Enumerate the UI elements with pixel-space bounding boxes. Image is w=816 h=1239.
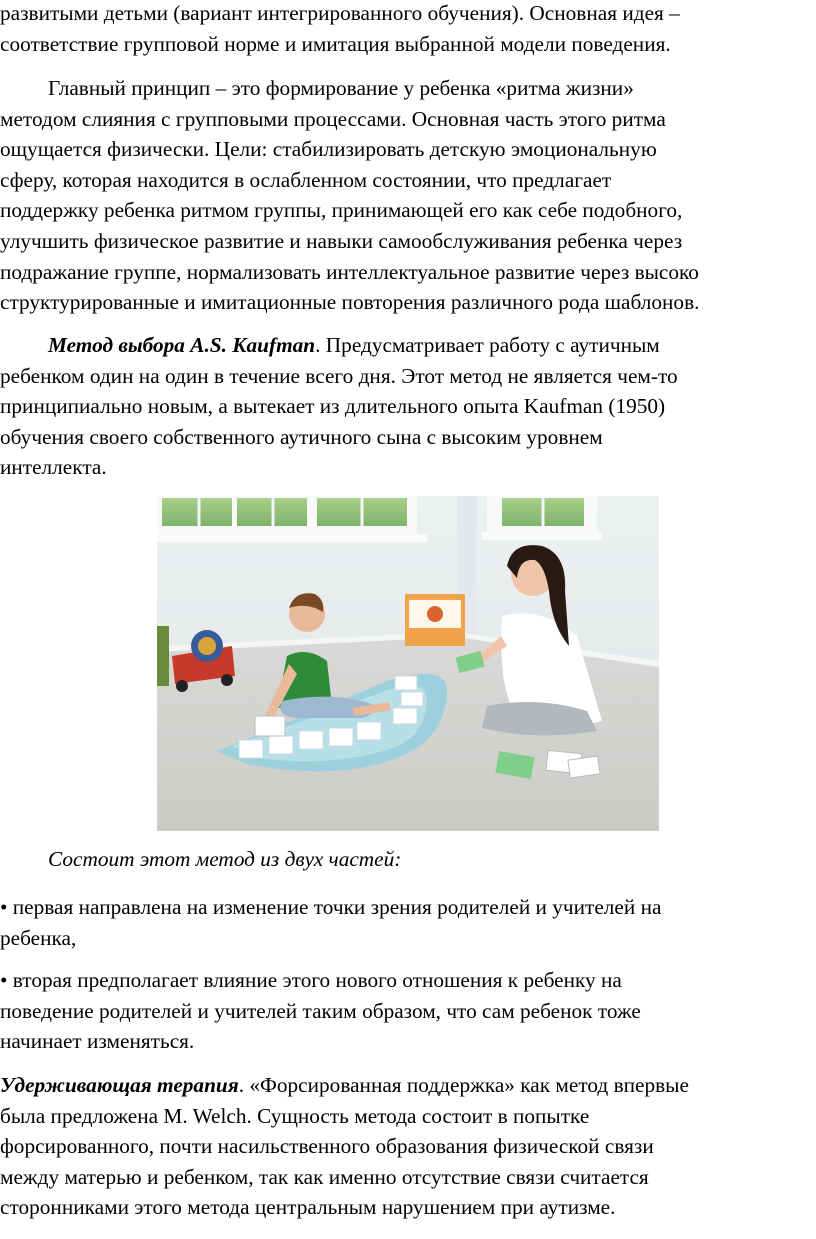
text-line: была предложена M. Welch. Сущность метода состоит в попытке [0, 1103, 590, 1128]
text-run: . «Форсированная поддержка» как метод впервые [238, 1073, 689, 1097]
text-line: интеллекта. [0, 455, 107, 480]
text-line: сферу, которая находится в ослабленном состоянии, что предлагает [0, 167, 612, 192]
text-line [0, 330, 816, 361]
paragraph-intro [0, 0, 816, 59]
method-title-holding: Удерживающая терапия [0, 1073, 239, 1097]
text-line: ребенком один на один в течение всего дня. Этот метод не является чем-то [0, 363, 678, 388]
text-line: • вторая предполагает влияние этого нового отношения к ребенку на [0, 968, 622, 992]
text-line: Состоит этот метод из двух частей: [48, 847, 402, 871]
bullet-item-second [0, 965, 816, 1057]
paragraph-parts-heading [0, 844, 816, 875]
bullet-item-first [0, 892, 816, 953]
paragraph-principle [0, 73, 816, 318]
text-line: улучшить физическое развитие и навыки самообслуживания ребенка через [0, 228, 683, 253]
text-line: между матерью и ребенком, так как именно отсутствие связи считается [0, 1164, 649, 1189]
text-line: принципиально новым, а вытекает из длительного опыта Kaufman (1950) [0, 394, 666, 419]
text-line: соответствие групповой норме и имитация выбранной модели поведения. [0, 31, 671, 56]
text-line: начинает изменяться. [0, 1029, 195, 1054]
text-line: ребенка, [0, 925, 77, 950]
text-line: сторонниками этого метода центральным нарушением при аутизме. [0, 1195, 616, 1220]
paragraph-holding-therapy [0, 1070, 816, 1223]
text-run: . Предусматривает работу с аутичным [315, 333, 660, 357]
illustration-photo [157, 496, 659, 831]
text-line: • первая направлена на изменение точки зрения родителей и учителей на [0, 895, 662, 919]
text-line: структурированные и имитационные повторения различного рода шаблонов. [0, 290, 700, 315]
paragraph-kaufman [0, 330, 816, 483]
text-line: Главный принцип – это формирование у ребенка «ритма жизни» [48, 76, 634, 100]
text-line: методом слияния с групповыми процессами. Основная часть этого ритма [0, 106, 666, 131]
text-line: подражание группе, нормализовать интеллектуальное развитие через высоко [0, 259, 699, 284]
text-line [0, 1070, 816, 1101]
text-line: развитыми детьми (вариант интегрированного обучения). Основная идея – [0, 1, 680, 25]
text-line: поддержку ребенка ритмом группы, принимающей его как себе подобного, [0, 198, 683, 223]
method-title-kaufman: Метод выбора A.S. Kaufman [48, 333, 316, 357]
text-line: ощущается физически. Цели: стабилизировать детскую эмоциональную [0, 137, 657, 162]
text-line: поведение родителей и учителей таким образом, что сам ребенок тоже [0, 998, 641, 1023]
text-line: форсированного, почти насильственного образования физической связи [0, 1134, 654, 1159]
text-line: обучения своего собственного аутичного сына с высоким уровнем [0, 424, 603, 449]
